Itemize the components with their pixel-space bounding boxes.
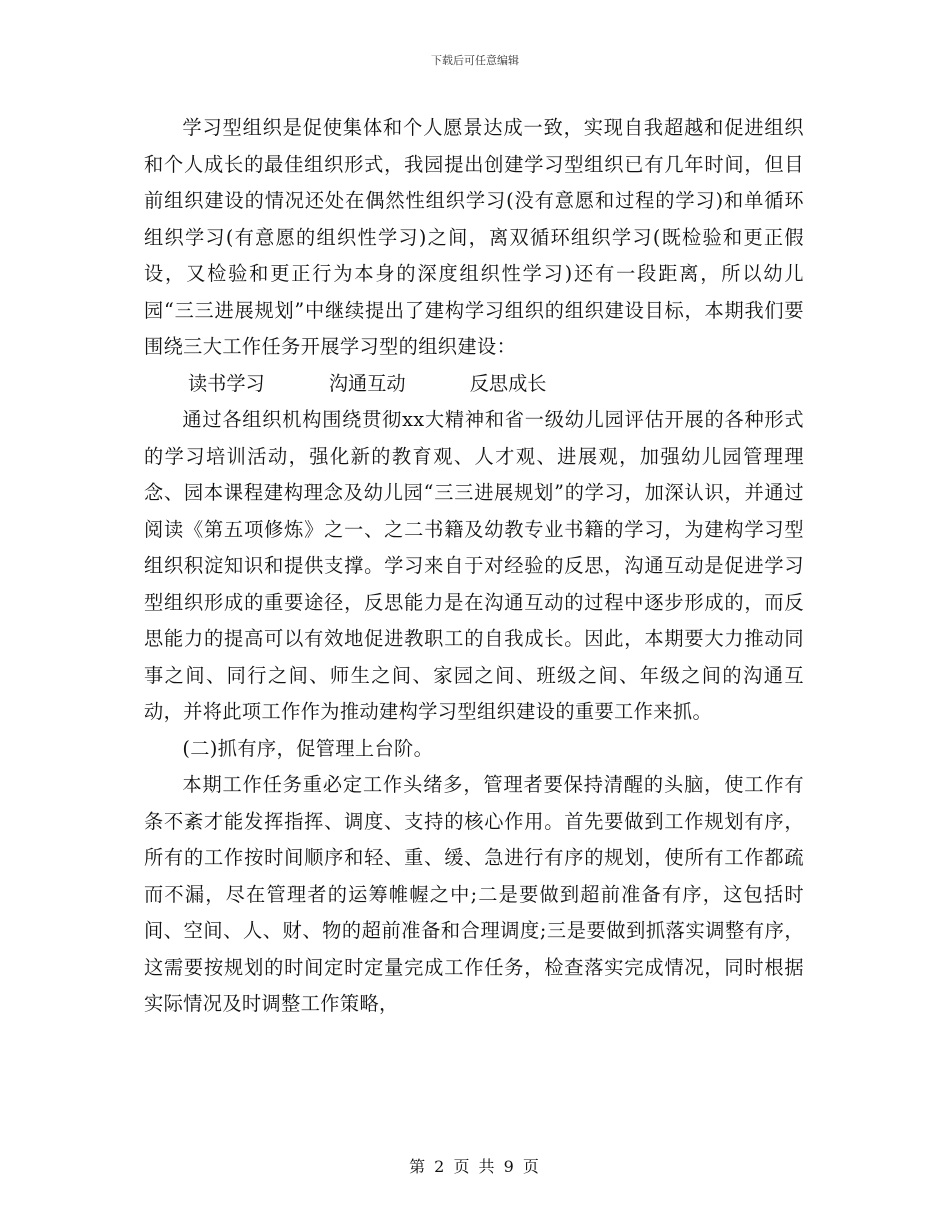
keyword-reflection: 反思成长	[469, 371, 547, 395]
section-heading-order: (二)抓有序，促管理上台阶。	[182, 736, 434, 760]
paragraph-management-order: 本期工作任务重必定工作头绪多，管理者要保持清醒的头脑，使工作有条不紊才能发挥指挥、调度、支持的核心作用。首先要做到工作规划有序，所有的工作按时间顺序和轻、重、缓、急进行有序的规划，使所有工作都疏而不漏，尽在管理者的运筹帷幄之中;二是要做到超前准备有序，这包括时间、空间、人、财、物的超前准备和合理调度;三是要做到抓落实调整有序，这需要按规划的时间定时定量完成工作任务，检查落实完成情况，同时根据实际情况及时调整工作策略，	[144, 773, 804, 1015]
paragraph-training-activities: 通过各组织机构围绕贯彻xx大精神和省一级幼儿园评估开展的各种形式的学习培训活动，强化新的教育观、人才观、进展观，加强幼儿园管理理念、园本课程建构理念及幼儿园“三三进展规划”的学习，加深认识，并通过阅读《第五项修炼》之一、之二书籍及幼教专业书籍的学习，为建构学习型组织积淀知识和提供支撑。学习来自于对经验的反思，沟通互动是促进学习型组织形成的重要途径，反思能力是在沟通互动的过程中逐步形成的，而反思能力的提高可以有效地促进教职工的自我成长。因此，本期要大力推动同事之间、同行之间、师生之间、家园之间、班级之间、年级之间的沟通互动，并将此项工作作为推动建构学习型组织建设的重要工作来抓。	[144, 408, 804, 723]
keyword-reading: 读书学习	[188, 371, 265, 395]
page-number: 第 2 页 共 9 页	[409, 1157, 541, 1176]
paragraph-learning-organization: 学习型组织是促使集体和个人愿景达成一致，实现自我超越和促进组织和个人成长的最佳组织形式，我园提出创建学习型组织已有几年时间，但目前组织建设的情况还处在偶然性组织学习(没有意愿和过程的学习)和单循环组织学习(有意愿的组织性学习)之间，离双循环组织学习(既检验和更正假设，又检验和更正行为本身的深度组织性学习)还有一段距离，所以幼儿园“三三进展规划”中继续提出了建构学习组织的组织建设目标，本期我们要围绕三大工作任务开展学习型的组织建设：	[144, 116, 804, 358]
document-body	[144, 110, 804, 1023]
keyword-communication: 沟通互动	[328, 371, 406, 395]
keyword-line	[144, 366, 804, 403]
page-header-note: 下载后可任意编辑	[431, 54, 519, 67]
